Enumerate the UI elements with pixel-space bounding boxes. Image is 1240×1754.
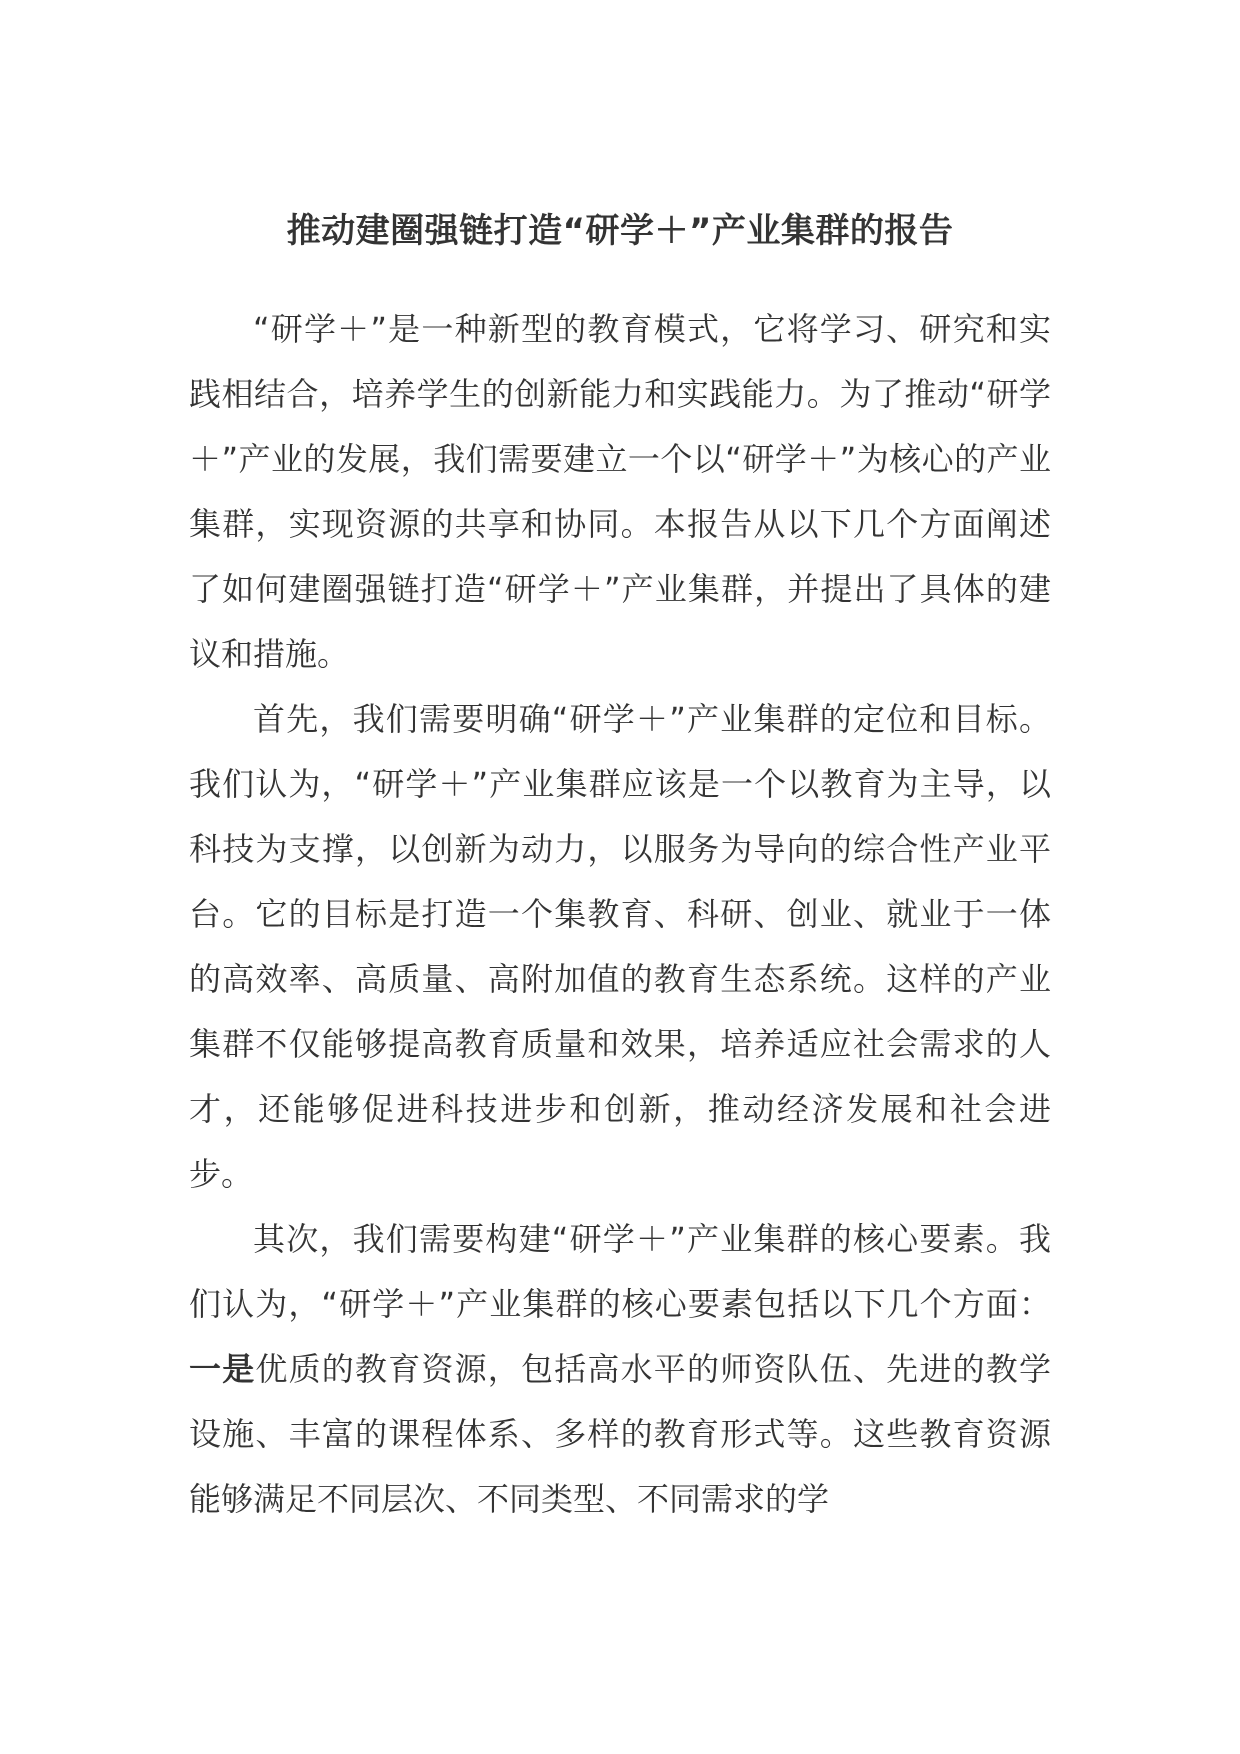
paragraph-positioning: 首先，我们需要明确“研学＋”产业集群的定位和目标。我们认为，“研学＋”产业集群应该是一个以教育为主导，以科技为支撑，以创新为动力，以服务为导向的综合性产业平台。它的目标是打造一个集教育、科研、创业、就业于一体的高效率、高质量、高附加值的教育生态系统。这样的产业集群不仅能够提高教育质量和效果，培养适应社会需求的人才，还能够促进科技进步和创新，推动经济发展和社会进步。 [189, 700, 1051, 1193]
paragraph-core-emphasis: 一是 [189, 1350, 256, 1388]
document-title: 推动建圈强链打造“研学＋”产业集群的报告 [286, 211, 954, 251]
paragraph-core-rest: 优质的教育资源，包括高水平的师资队伍、先进的教学设施、丰富的课程体系、多样的教育形式等。这些教育资源能够满足不同层次、不同类型、不同需求的学 [189, 1350, 1051, 1518]
document-page [189, 205, 1051, 1532]
paragraph-core-lead: 其次，我们需要构建“研学＋”产业集群的核心要素。我们认为，“研学＋”产业集群的核心要素包括以下几个方面： [189, 1220, 1051, 1323]
paragraph-intro: “研学＋”是一种新型的教育模式，它将学习、研究和实践相结合，培养学生的创新能力和实践能力。为了推动“研学＋”产业的发展，我们需要建立一个以“研学＋”为核心的产业集群，实现资源的共享和协同。本报告从以下几个方面阐述了如何建圈强链打造“研学＋”产业集群，并提出了具体的建议和措施。 [189, 310, 1051, 673]
paragraph-core-elements [189, 1207, 1051, 1532]
